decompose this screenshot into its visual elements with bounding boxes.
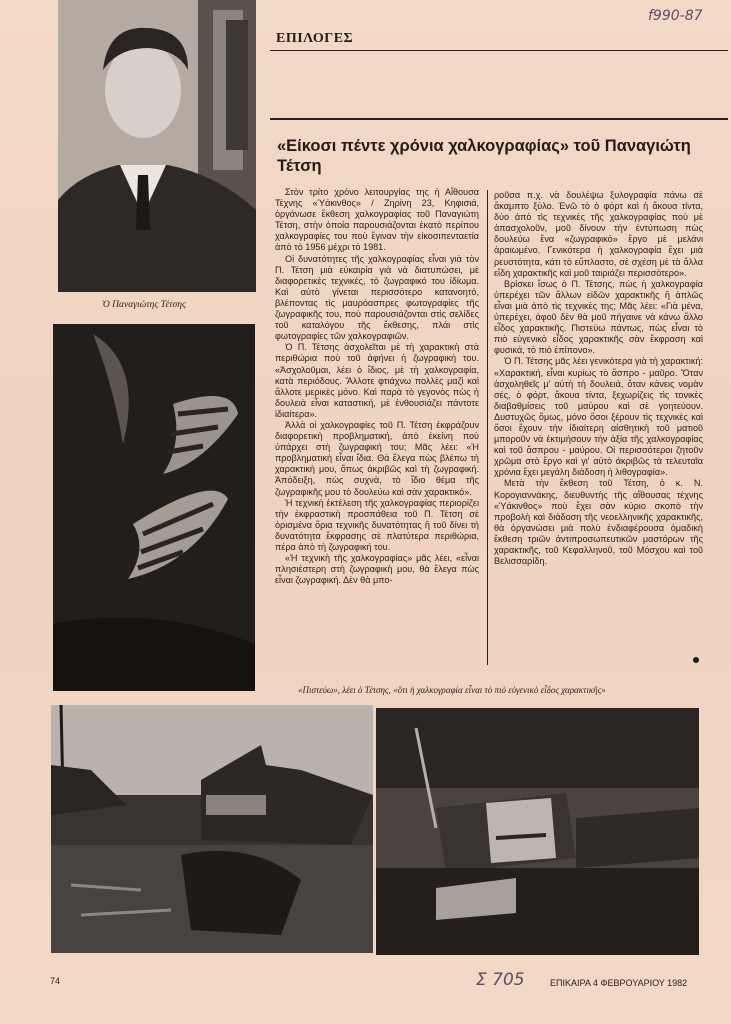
header-rule-thick <box>270 118 728 120</box>
paragraph: Μετὰ τὴν ἔκθεση τοῦ Τέτση, ὁ κ. Ν. Κορογιαννάκης, διευθυντὴς τῆς αἴθουσας τέχνης «Ὑάκινθος» ποὺ ἔχει σὰν κύριο σκοπὸ τὴν προβολὴ καὶ διάδοση τῆς νεοελληνικῆς χαρακτικῆς, θὰ ὀργανώσει μιὰ πολὺ ἐνδιαφέρουσα ὁμαδικὴ ἔκθεση τριῶν ἀντιπροσωπευτικῶν μαστόρων τῆς χαρακτικῆς, τοῦ Κεφαλληνοῦ, τοῦ Μόσχου καὶ τοῦ Βελισσαρίδη. <box>494 478 703 567</box>
etching-harbour-photo <box>51 705 373 953</box>
etching-boats-illustration <box>53 324 255 691</box>
handwritten-number: Σ 705 <box>476 970 525 990</box>
etchings-caption: «Πιστεύω», λέει ὁ Τέτσης, «ὅτι ἡ χαλκογραφία εἶναι τὸ πιὸ εὐγενικὸ εἶδος χαρακτικῆς» <box>298 685 606 695</box>
end-mark <box>693 657 699 663</box>
page-number: 74 <box>50 976 61 986</box>
etching-shipyard-illustration <box>376 708 699 955</box>
paragraph: Ὁ Π. Τέτσης μᾶς λέει γενικότερα γιὰ τὴ χαρακτική: «Χαρακτική, εἶναι κυρίως τὸ ἄσπρο - μαῦρο. Ὅταν ἀσχοληθεῖς μ' αὐτὴ τὴ δουλειά, ὅταν κάνεις νομὰν σές, ὀ φόρτ, ἄκουα τίντα, ξεχωρίζεις τὶς τονικὲς διαβαθμίσεις τοῦ μαύρου καὶ σὲ γοητεύουν. Δυστυχῶς ὅμως, μόνο ὅσοι ξέρουν τὶς τεχνικὲς καὶ ὅσοι ἔχουν τὴν ἰδιαίτερη αἰσθητικὴ τοῦ ματιοῦ μποροῦν νὰ ἐκτιμήσουν τὴν ἀξία τῆς χαλκογραφίας καὶ τοῦ ἄσπρου - μαύρου. Οἱ περισσότεροι ζητοῦν χρῶμα στὸ ἔργο καὶ γι' αὐτὸ ἀκριβῶς τὰ τελευταῖα χρόνια ἔχει μεγάλη διάδοση ἡ λιθογραφία». <box>494 356 703 478</box>
header-rule <box>270 50 728 51</box>
paragraph: Ἀλλὰ οἱ χαλκογραφίες τοῦ Π. Τέτση ἐκφράζουν διαφορετικὴ προβληματική, ἀπὸ ἐκείνη ποὺ ὑπάρχει στὴ ζωγραφική του; Μᾶς λέει: «Ἡ προβληματικὴ εἶναι ἴδια. Θὰ ἔλεγα πὼς βλέπω τὴ χαρακτικὴ μου, ὅπως ἀκριβῶς καὶ τὴ ζωγραφική. Ἀπόδειξη, πὼς συχνὰ, τὸ ἴδιο θέμα τῆς ζωγραφικῆς μου τὸ δουλεύω καὶ σὰν χαρακτικό». <box>275 419 479 497</box>
portrait-photo <box>58 0 256 292</box>
paragraph: ροῦσα π.χ. νὰ δουλέψω ξυλογραφία πάνω σὲ ἄκαμπτο ξύλο. Ἐνῶ τὸ ὀ φόρτ καὶ ἡ ἄκουα τίντα, δύο ἀπὸ τὶς τεχνικὲς τῆς χαλκογραφίας ποὺ μὲ ἀπασχολοῦν, μοῦ δίνουν τὴν ἐντύπωση πὼς δουλεύω ἕνα «ζωγραφικὸ» ἔργο μὲ μελάνι ἀραιωμένο. Γενικότερα ἡ χαλκογραφία ἔχει μιὰ ρευστότητα, κάτι τὸ εὔπλαστο, σὲ σχέση μὲ τὰ ἄλλα εἴδη χαρακτικῆς καὶ μοῦ ταιριάζει περισσότερο». <box>494 190 703 278</box>
article-column-left <box>275 187 479 586</box>
portrait-illustration <box>58 0 256 292</box>
article-headline: «Είκοσι πέντε χρόνια χαλκογραφίας» τοῦ Παναγιώτη Τέτση <box>277 137 691 175</box>
paragraph: Ὁ Π. Τέτσης ἀσχολεῖται μὲ τὴ χαρακτικὴ στὰ περιθώρια ποὺ τοῦ ἀφήνει ἡ ζωγραφική του. «Ἀσχολοῦμαι, λέει ὁ ἴδιος, μὲ τὴ χαλκογραφία, κατὰ περιόδους. Ἄλλοτε φτιάχνω πολλὲς μαζὶ καὶ ἄλλοτε μερικὲς μόνο. Καὶ παρὰ τὸ γεγονὸς πὼς ἡ δουλειὰ εἶναι καταστική, μὲ ἐνθουσιάζει πάντοτε ἰδιαίτερα». <box>275 342 479 419</box>
portrait-caption: Ὁ Παναγιώτης Τέτσης <box>102 300 186 310</box>
publication-footer: ΕΠΙΚΑΙΡΑ 4 ΦΕΒΡΟΥΑΡΙΟΥ 1982 <box>550 978 688 988</box>
paragraph: Ἡ τεχνικὴ ἐκτέλεση τῆς χαλκογραφίας περιορίζει τὴν ἐκφραστικὴ προσπάθεια τοῦ Π. Τέτση σὲ ὁρισμένα ὅρια τεχνικῆς δυνατότητας ἢ τοῦ δίνει τὴ δυνατότητα ἔκφρασης σὲ πλατύτερα περιθώρια, πέρα ἀπὸ τὴ ζωγραφική του. <box>275 497 479 552</box>
paragraph: Στὸν τρίτο χρόνο λειτουργίας της ἡ Αἴθουσα Τέχνης «Ὑάκινθος» / Ζηρίνη 23, Κηφισιά, ὀργάνωσε ἔκθεση χαλκογραφίας τοῦ Παναγιώτη Τέτση, στὴν ὁποία παρουσιάζονται ἑκατὸ περίπου χαλκογραφίες του ποὺ ἔγιναν τὴν εἰκοσιπενταετία ἀπὸ τὸ 1956 μέχρι τὸ 1981. <box>275 187 479 253</box>
paragraph: «Ἡ τεχνικὴ τῆς χαλκογραφίας» μᾶς λέει, «εἶναι πλησιέστερη στὴ ζωγραφικὴ μου, θὰ ἔλεγα πὼς εἶναι ζωγραφική. Δὲν θὰ μπο- <box>275 553 479 586</box>
section-label: ΕΠΙΛΟΓΕΣ <box>276 31 354 46</box>
etching-boats-photo <box>53 324 255 691</box>
etching-harbour-illustration <box>51 705 373 953</box>
article-column-right <box>494 190 703 567</box>
etching-shipyard-photo <box>376 708 699 955</box>
handwritten-reference: f990-87 <box>648 8 703 24</box>
column-divider <box>487 190 488 665</box>
paragraph: Οἱ δυνατότητες τῆς χαλκογραφίας εἶναι γιὰ τὸν Π. Τέτση μιὰ εὐκαιρία γιὰ νὰ διατυπώσει, μὲ διαφορετικὲς τεχνικές, τὸ ζωγραφικό του ἰδίωμα. Καὶ αὐτὸ γίνεται περισσότερο κατανοητό, βλέποντας τὶς μαυρόασπρες φωτογραφίες τῆς ζωγραφικῆς του, ποὺ παρουσιάζονται στὶς σελίδες τοῦ καταλόγου τῆς ἔκθεσης, πλάι στὶς φωτογραφίες τῶν χαλκογραφιῶν. <box>275 253 479 342</box>
paragraph: Βρίσκει ἴσως ὁ Π. Τέτσης, πὼς ἡ χαλκογραφία ὑπερέχει τῶν ἄλλων εἰδῶν χαρακτικῆς ἢ ἁπλῶς εἶναι μιὰ ἀπὸ τὶς τεχνικὲς της; Μᾶς λέει: «Γιὰ μένα, ὑπερέχει, ἀφοῦ δὲν θὰ μοῦ πήγαινε νὰ κάνω ἄλλο εἶδος χαρακτικῆς. Πιστεύω πάντως, πὼς εἶναι τὸ πιὸ εὐγενικὸ εἶδος χαρακτικῆς σὰν ἔκφραση καὶ φυσικά, τὸ πιὸ ἐπίπονο». <box>494 278 703 356</box>
